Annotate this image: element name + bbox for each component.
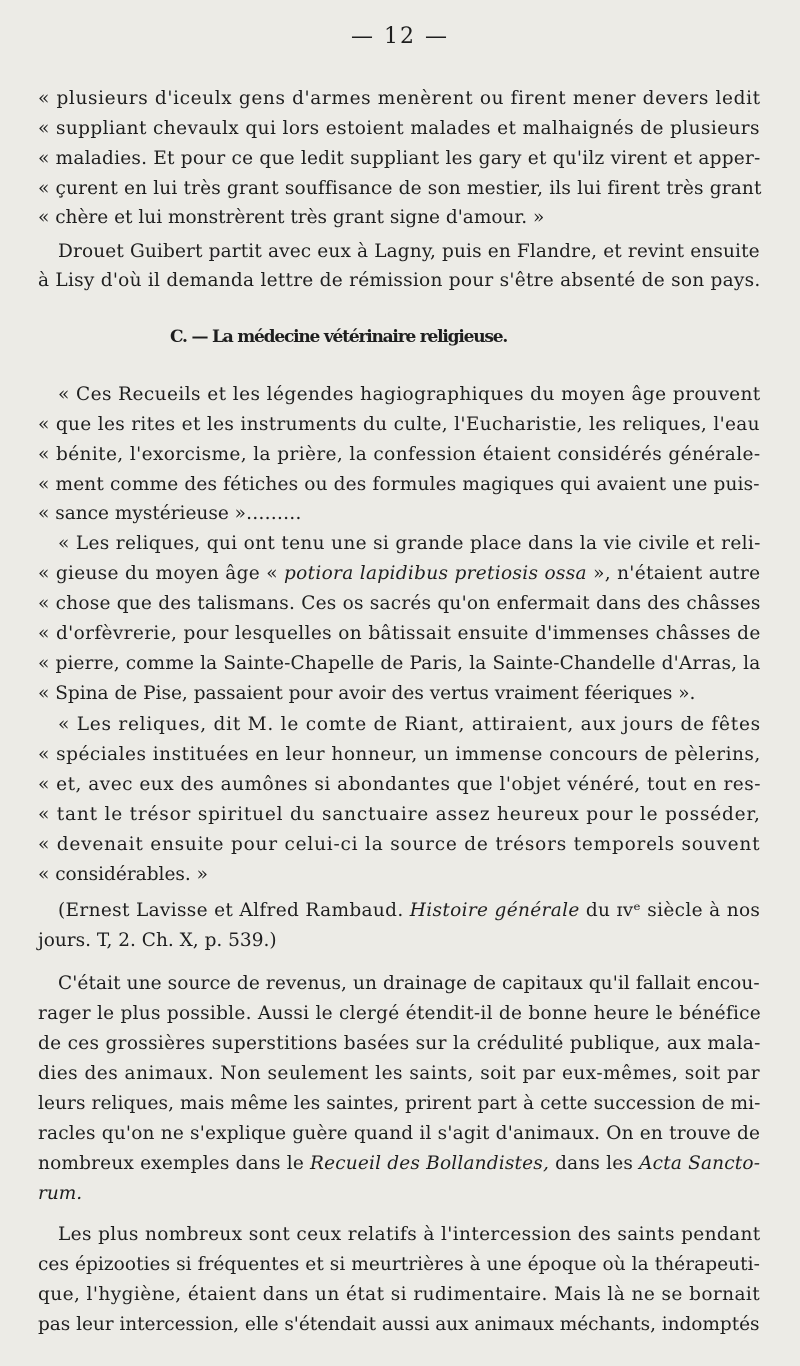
text-line: « Ces Recueils et les légendes hagiographiques du moyen âge prouvent [58, 384, 761, 405]
text-line: « bénite, l'exorcisme, la prière, la confession étaient considérés générale- [38, 444, 761, 465]
text-line: « plusieurs d'iceulx gens d'armes menèrent ou firent mener devers ledit [38, 88, 761, 109]
text-line: « et, avec eux des aumônes si abondantes que l'objet vénéré, tout en res- [38, 774, 761, 795]
text-line [38, 1149, 760, 1179]
section-heading: C. — La médecine vétérinaire religieuse. [170, 327, 508, 347]
text-line: Drouet Guibert partit avec eux à Lagny, puis en Flandre, et revint ensuite [58, 241, 760, 262]
text-line [58, 896, 760, 926]
italic-text: potiora lapidibus pretiosis ossa [284, 563, 587, 584]
italic-text: Recueil des Bollandistes, [310, 1153, 550, 1174]
text-line: « çurent en lui très grant souffisance de son mestier, ils lui firent très grant [38, 178, 762, 199]
text-line: « ment comme des fétiches ou des formules magiques qui avaient une puis- [38, 474, 760, 495]
text-line: C'était une source de revenus, un drainage de capitaux qu'il fallait encou- [58, 973, 760, 994]
italic-text: Acta Sancto- [639, 1153, 761, 1174]
text-line: « chose que des talismans. Ces os sacrés qu'on enfermait dans des châsses [38, 593, 761, 614]
italic-text: Histoire générale [409, 900, 580, 921]
text-line: leurs reliques, mais même les saintes, prirent part à cette succession de mi- [38, 1093, 761, 1114]
text-line: pas leur intercession, elle s'étendait aussi aux animaux méchants, indomptés [38, 1314, 760, 1335]
text-line: jours. T, 2. Ch. X, p. 539.) [38, 930, 277, 951]
text-line: « chère et lui monstrèrent très grant signe d'amour. » [38, 207, 545, 228]
text-segment: « gieuse du moyen âge « [38, 563, 285, 584]
text-line: « maladies. Et pour ce que ledit suppliant les gary et qu'ilz virent et apper- [38, 148, 761, 169]
text-line: « Les reliques, dit M. le comte de Riant, attiraient, aux jours de fêtes [58, 714, 761, 735]
text-line: rager le plus possible. Aussi le clergé étendit-il de bonne heure le bénéfice [38, 1003, 761, 1024]
text-line: « suppliant chevaulx qui lors estoient malades et malhaignés de plusieurs [38, 118, 760, 139]
text-line: « que les rites et les instruments du culte, l'Eucharistie, les reliques, l'eau [38, 414, 760, 435]
page-number: — 12 — [351, 24, 449, 49]
text-line [38, 559, 760, 589]
text-line: « pierre, comme la Sainte-Chapelle de Paris, la Sainte-Chandelle d'Arras, la [38, 653, 761, 674]
text-line: ces épizooties si fréquentes et si meurtrières à une époque où la thérapeuti- [38, 1254, 760, 1275]
text-line [38, 1179, 82, 1209]
text-line: que, l'hygiène, étaient dans un état si rudimentaire. Mais là ne se bornait [38, 1284, 761, 1305]
text-line: racles qu'on ne s'explique guère quand il s'agit d'animaux. On en trouve de [38, 1123, 761, 1144]
text-line: Les plus nombreux sont ceux relatifs à l'intercession des saints pendant [58, 1224, 761, 1245]
text-segment: (Ernest Lavisse et Alfred Rambaud. [58, 900, 410, 921]
text-segment: nombreux exemples dans le [38, 1153, 311, 1174]
text-line: « spéciales instituées en leur honneur, un immense concours de pèlerins, [38, 744, 761, 765]
text-segment: », n'étaient autre [586, 563, 761, 584]
text-line: « tant le trésor spirituel du sanctuaire assez heureux pour le posséder, [38, 804, 761, 825]
text-segment: du ɪvᵉ siècle à nos [579, 900, 761, 921]
text-line: de ces grossières superstitions basées sur la crédulité publique, aux mala- [38, 1033, 761, 1054]
text-line: « considérables. » [38, 864, 208, 885]
text-line: « devenait ensuite pour celui-ci la source de trésors temporels souvent [38, 834, 761, 855]
text-segment: dans les [549, 1153, 640, 1174]
text-line: dies des animaux. Non seulement les saints, soit par eux-mêmes, soit par [38, 1063, 761, 1084]
text-line: « d'orfèvrerie, pour lesquelles on bâtissait ensuite d'immenses châsses de [38, 623, 761, 644]
text-line: « sance mystérieuse »……… [38, 503, 302, 524]
text-line: « Les reliques, qui ont tenu une si grande place dans la vie civile et reli- [58, 533, 761, 554]
text-line: à Lisy d'où il demanda lettre de rémission pour s'être absenté de son pays. [38, 270, 761, 291]
italic-text: rum. [38, 1183, 83, 1204]
text-line: « Spina de Pise, passaient pour avoir des vertus vraiment féeriques ». [38, 683, 696, 704]
